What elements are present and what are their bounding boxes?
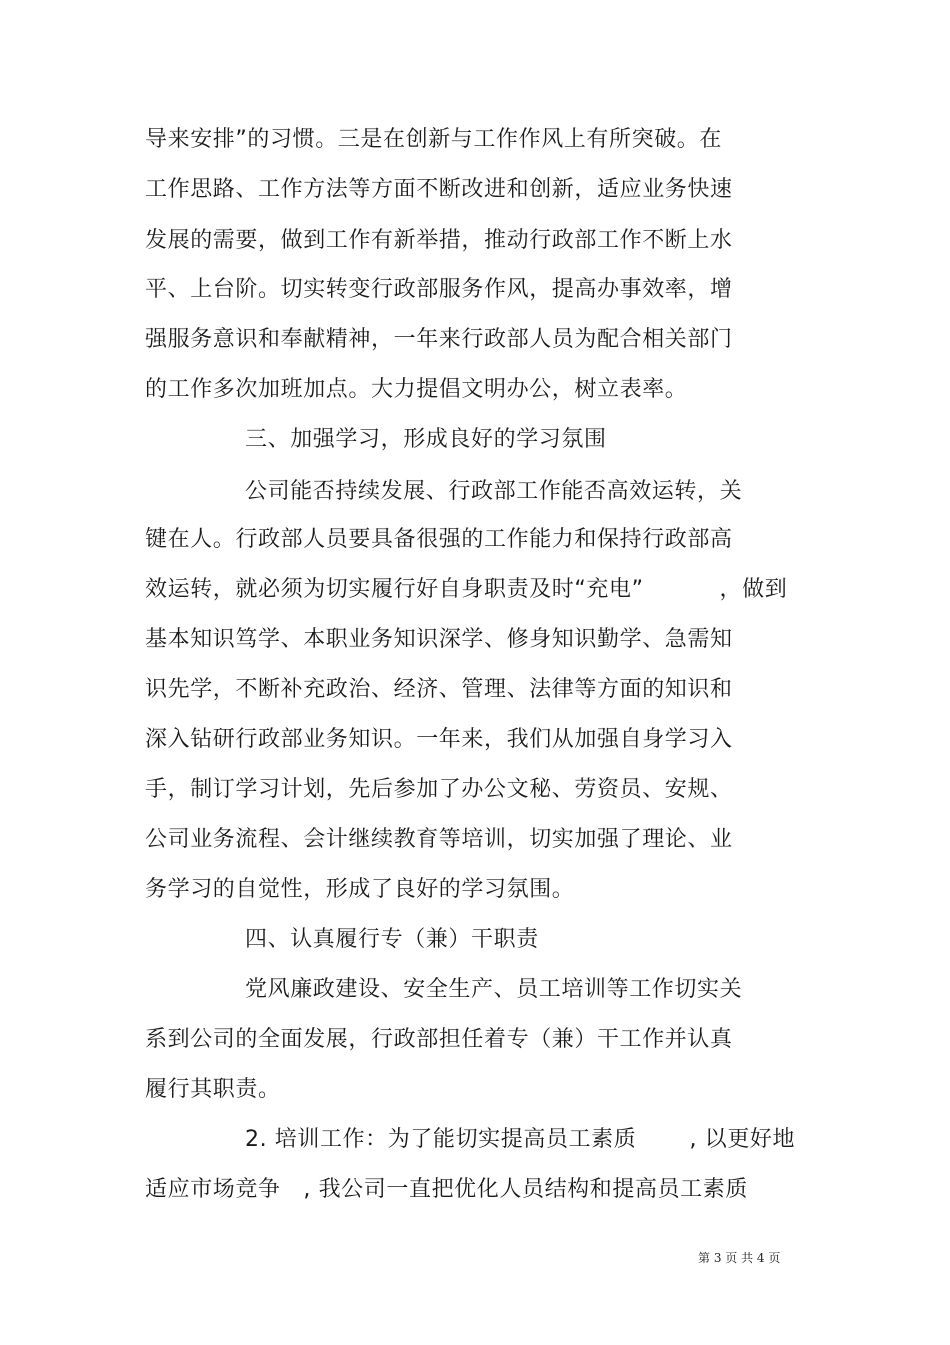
body-text-line: 系到公司的全面发展，行政部担任着专（兼）干工作并认真 — [145, 1027, 733, 1052]
body-text-line: 公司能否持续发展、行政部工作能否高效运转，关 — [245, 479, 743, 504]
body-text-line: 效运转，就必须为切实履行好自身职责及时“充电” ，做到 — [145, 577, 788, 602]
page-number-footer: 第 3 页 共 4 页 — [698, 1251, 781, 1265]
body-text-line: 基本知识笃学、本职业务知识深学、修身知识勤学、急需知 — [145, 627, 733, 652]
body-text-line: 适应市场竞争 , 我公司一直把优化人员结构和提高员工素质 — [145, 1177, 748, 1202]
body-text-line: 导来安排”的习惯。三是在创新与工作作风上有所突破。在 — [145, 127, 722, 152]
body-text-line: 手，制订学习计划，先后参加了办公文秘、劳资员、安规、 — [145, 777, 733, 802]
body-text-line: 的工作多次加班加点。大力提倡文明办公，树立表率。 — [145, 377, 688, 402]
body-text-line: 识先学，不断补充政治、经济、管理、法律等方面的知识和 — [145, 677, 733, 702]
body-text-line: 工作思路、工作方法等方面不断改进和创新，适应业务快速 — [145, 177, 733, 202]
body-text-line: 党风廉政建设、安全生产、员工培训等工作切实关 — [245, 977, 743, 1002]
body-text-line: 强服务意识和奉献精神，一年来行政部人员为配合相关部门 — [145, 327, 733, 352]
body-text-line: 公司业务流程、会计继续教育等培训，切实加强了理论、业 — [145, 827, 733, 852]
body-text-line: 平、上台阶。切实转变行政部服务作风，提高办事效率，增 — [145, 277, 733, 302]
body-text-line: 2. 培训工作：为了能切实提高员工素质 , 以更好地 — [245, 1127, 796, 1152]
body-text-line: 务学习的自觉性，形成了良好的学习氛围。 — [145, 877, 575, 902]
body-text-line: 键在人。行政部人员要具备很强的工作能力和保持行政部高 — [145, 527, 733, 552]
body-text-line: 履行其职责。 — [145, 1077, 281, 1102]
body-text-line: 发展的需要，做到工作有新举措，推动行政部工作不断上水 — [145, 228, 733, 253]
section-heading: 三、加强学习，形成良好的学习氛围 — [245, 427, 607, 452]
section-heading: 四、认真履行专（兼）干职责 — [245, 927, 539, 952]
body-text-line: 深入钻研行政部业务知识。一年来，我们从加强自身学习入 — [145, 727, 733, 752]
